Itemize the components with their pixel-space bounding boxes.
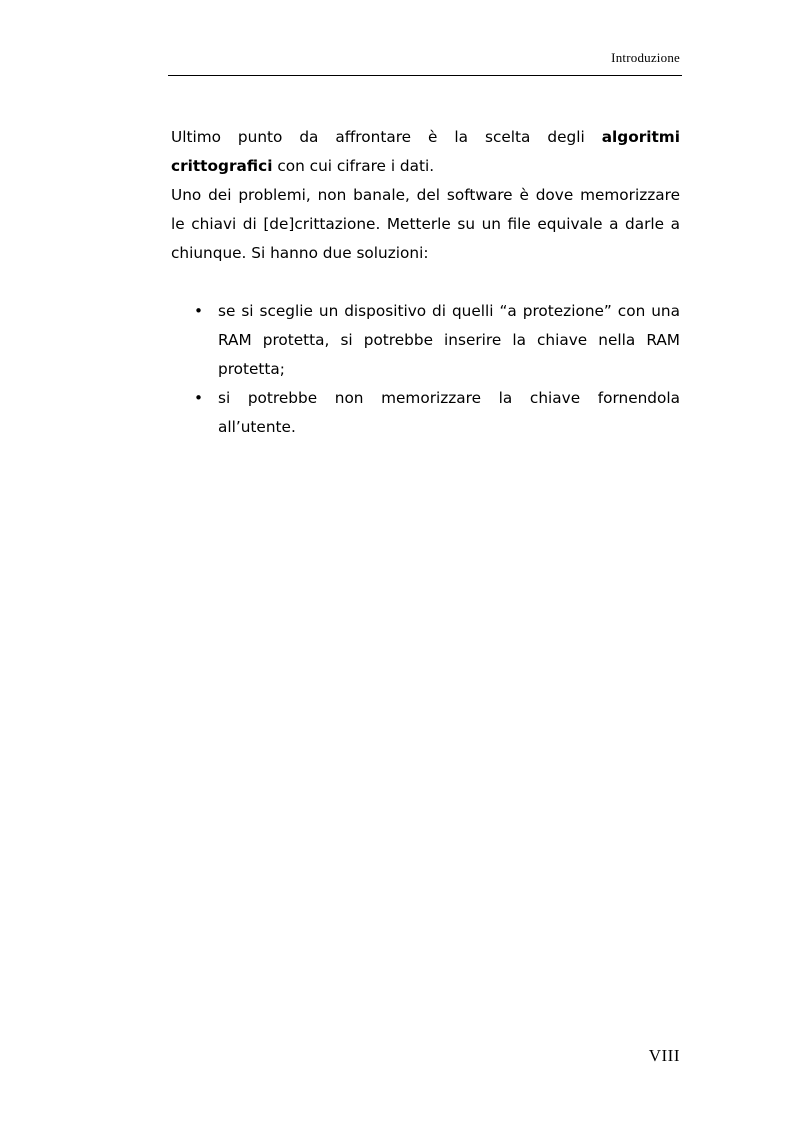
list-item [171, 297, 680, 384]
paragraph-intro-lead: Ultimo punto da affrontare è la scelta degli [171, 128, 585, 146]
document-body [171, 123, 680, 442]
paragraph-intro-tail: con cui cifrare i dati. [277, 157, 435, 175]
list-item-text: si potrebbe non memorizzare la chiave fornendola all’utente. [218, 389, 680, 436]
list-item-text: se si sceglie un dispositivo di quelli “a protezione” con una RAM protetta, si potrebbe inserire la chiave nella RAM protetta; [218, 302, 680, 378]
paragraph-problem: Uno dei problemi, non banale, del software è dove memorizzare le chiavi di [de]crittazione. Metterle su un file equivale a darle a chiunque. Si hanno due soluzioni: [171, 186, 680, 262]
list-item [171, 384, 680, 442]
page-number: VIII [648, 1046, 680, 1065]
paragraph-intro [171, 123, 680, 181]
paragraph-intro-bold-term: algoritmi crittografici [171, 128, 680, 175]
solutions-list [171, 297, 680, 442]
bullet-icon: • [194, 302, 204, 320]
page-header [168, 48, 682, 76]
header-title: Introduzione [611, 50, 680, 65]
bullet-icon: • [194, 389, 204, 407]
